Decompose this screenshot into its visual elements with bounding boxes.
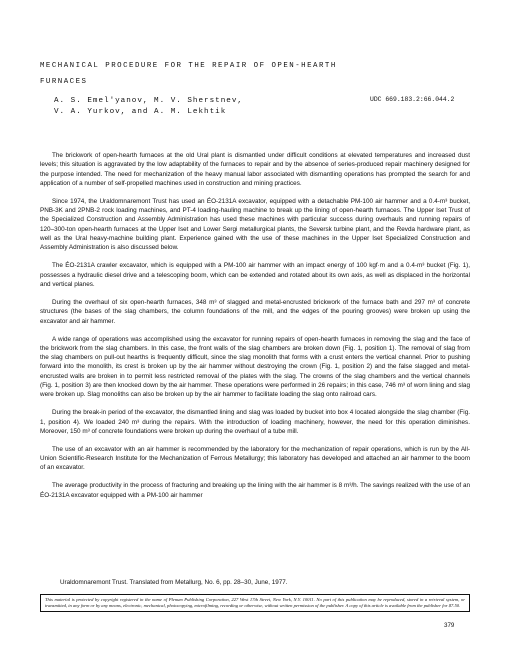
paragraph-3: The ÉO-2131A crawler excavator, which is equipped with a PM-100 air hammer with an impact energy of 100 kgf·m and a 0.4-m³ bucket (Fig. 1), possesses a hydraulic diesel drive and a telescoping boom, which can be extended and rotated about its own axis, as well as displaced in the horizontal and vertical planes.: [40, 262, 470, 288]
article-title: [40, 58, 460, 90]
page-number: 379: [444, 622, 455, 629]
source-note: Uraldomnaremont Trust. Translated from Metallurg, No. 6, pp. 28–30, June, 1977.: [60, 579, 288, 586]
authors-line-2: V. A. Yurkov, and A. M. Lekhtik: [54, 108, 227, 116]
paragraph-1: The brickwork of open-hearth furnaces at the old Ural plant is dismantled under difficult conditions at elevated temperatures and increased dust levels; this situation is aggravated by the low adaptability of the furnaces to repair and by the absence of series-produced repair machinery designed for the purpose intended. The need for mechanization of the heavy manual labor associated with dismantling operations has prompted the search for and application of a number of self-propelled machines used in construction and mining practices.: [40, 152, 470, 187]
paragraph-7: The use of an excavator with an air hammer is recommended by the laboratory for the mechanization of repair operations, which is run by the All-Union Scientific-Research Institute for the Mechanization of Ferrous Metallurgy; this laboratory has developed and attached an air hammer to the boom of an excavator.: [40, 445, 470, 472]
authors-line-1: A. S. Emel'yanov, M. V. Sherstnev,: [54, 97, 243, 105]
paragraph-8: The average productivity in the process of fracturing and breaking up the lining with the air hammer is 8 m³/h. The savings realized with the use of an ÉO-2131A excavator equipped with a PM-100 air hammer: [40, 482, 470, 499]
article-body: [40, 151, 470, 509]
copyright-notice: This material is protected by copyright registered in the name of Plenum Publishing Corporation, 227 West 17th Street, New York, N.Y. 10011. No part of this publication may be reproduced, stored in a retrieval system, or transmitted, in any form or by any means, electronic, mechanical, photocopying, microfilming, recording or otherwise, without written permission of the publisher. A copy of this article is available from the publisher for $7.50.: [40, 594, 470, 612]
paragraph-5: A wide range of operations was accomplished using the excavator for running repairs of open-hearth furnaces in removing the slag and the face of the brickwork from the slag chambers. In this case, the front walls of the slag chambers are broken down (Fig. 1, position 1). The removal of slag from the slag chambers on pull-out hearths is frequently difficult, since the slag monolith that forms with a crust enters the vertical channel. Prior to pushing forward into the monolith, its crest is broken up by the air hammer without destroying the crown (Fig. 1, position 2) and the false slagged and metal-encrusted walls are broken in to permit less restricted removal of the plates with the slag. The crowns of the slag chambers and the vertical channels (Fig. 1, position 3) are then knocked down by the air hammer. These operations were performed in 26 repairs; in this case, 746 m³ of worn lining and slag were broken up. Slag monoliths can also be broken up by the air hammer to facilitate loading the slag onto railroad cars.: [40, 335, 470, 399]
author-list: [54, 96, 243, 118]
title-line-1: MECHANICAL PROCEDURE FOR THE REPAIR OF OPEN-HEARTH: [40, 62, 337, 70]
title-line-2: FURNACES: [40, 78, 88, 86]
udc-code: UDC 669.183.2:66.044.2: [370, 96, 455, 103]
paragraph-2: Since 1974, the Uraldomnaremont Trust has used an ÉO-2131A excavator, equipped with a detachable PM-100 air hammer and a 0.4-m³ bucket, PNB-3K and 2PNB-2 rock loading machines, and PT-4 loading-hauling machine to break up the lining of open-hearth furnaces. The Upper Iset Trust of the Specialized Construction and Assembly Administration has used these machines with particular success during overhauls and running repairs of 120–300-ton open-hearth furnaces at the Upper Iset and Lower Sergi metallurgical plants, the Seversk turbine plant, and the Revda hardware plant, as well as the Ural heavy-machine building plant. Experience gained with the use of these machines in the Upper Iset Specialized Construction and Assembly Administration is also discussed below.: [40, 197, 470, 252]
paragraph-4: During the overhaul of six open-hearth furnaces, 348 m³ of slagged and metal-encrusted brickwork of the furnace bath and 297 m³ of concrete structures (the bases of the slag chambers, the column foundations of the mill, and the edges of the pouring grooves) were broken up using the excavator and air hammer.: [40, 298, 470, 325]
paragraph-6: During the break-in period of the excavator, the dismantled lining and slag was loaded by bucket into box 4 located alongside the slag chamber (Fig. 1, position 4). We loaded 240 m³ during the repairs. With the introduction of loading machinery, however, the need for this operation diminishes. Moreover, 150 m³ of concrete foundations were broken up during the overhaul of a tube mill.: [40, 409, 470, 435]
